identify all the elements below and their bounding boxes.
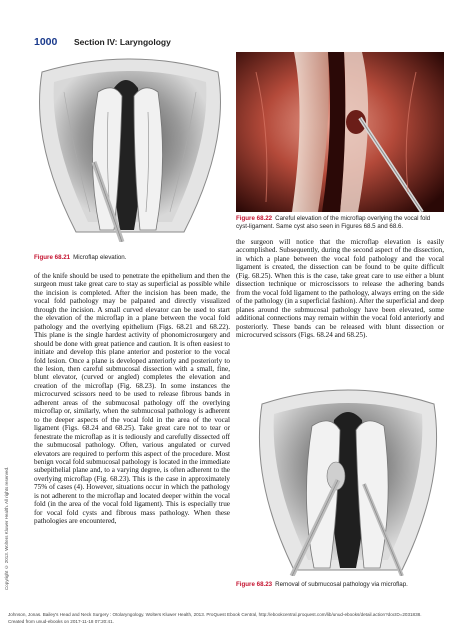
figure-label: Figure 68.22 [236, 215, 273, 222]
figure-label: Figure 68.21 [34, 254, 71, 261]
paragraph: of the knife should be used to penetrate the epithelium and then the surgeon must take great care to stay as superficial as possible while the incision is completed. After the incision has been made, the vocal fold pathology may be palpated and directly visualized through the incision. A small curved elevator can be used to start the elevation of the microflap in a plane between the vocal fold pathology and the overlying epithelium (Figs. 68.21 and 68.22). This plane is the single hardest activity of phonomicrosurgery and should be done with great patience and caution. It is often easiest to initiate and develop this plane anterior and posterior to the vocal fold lesion. Once a plane is developed anteriorly and posteriorly to the lesion, then careful submucosal dissection with a small, fine, blunt elevator, (curved or angled) completes the elevation and creation of the microflap (Fig. 68.23). In some instances the microcurved scissors need to be used to release fibrous bands in adherent areas of the submucosal pathology off the overlying microflap or, similarly, when the submucosal pathology is adherent to the deeper aspects of the vocal fold in the area of the vocal ligament (Figs. 68.24 and 68.25). Take great care not to tear or fenestrate the microflap as it is tediously and carefully dissected off the submucosal pathology. Often, various angulated or curved elevators are required to perform this aspect of the procedure. Most benign vocal fold submucosal pathology is located in the immediate subepithelial plane and, to a varying degree, is often adherent to the overlying microflap (Fig. 68.23). This is the case in approximately 75% of cases (4). However, situations occur in which the pathology is not adherent to the microflap and located deeper within the vocal fold (in the area of the vocal fold ligament). This is especially true for vocal fold cysts and fibrous mass pathology. When these pathologies are encountered, [34, 272, 230, 526]
figure-68-23-image [252, 380, 444, 576]
body-left-column [34, 272, 230, 590]
figure-68-21-caption [34, 254, 234, 262]
caption-text: Careful elevation of the microflap overlying the vocal fold cyst-ligament. Same cyst also seen in Figures 68.5 and 68.6. [236, 215, 431, 230]
figure-68-21-image [34, 52, 226, 242]
figure-68-23-caption [236, 581, 446, 589]
page-number: 1000 [34, 36, 58, 48]
footer-citation: Johnson, Jonas. Bailey's Head and Neck Surgery : Otolaryngology. Wolters Kluwer Health, 2013. ProQuest Ebook Central, http://ebookcentral.proquest.com/lib/unud-ebooks/detail.action?docID=2031838. [8, 612, 422, 617]
figure-label: Figure 68.23 [236, 581, 273, 588]
caption-text: Removal of submucosal pathology via microflap. [275, 581, 408, 588]
caption-text: Microflap elevation. [73, 254, 127, 261]
paragraph: the surgeon will notice that the microflap elevation is easily accomplished. Subsequently, during the second aspect of the dissection, in which a plane between the vocal fold pathology and the vocal ligament is created, the dissection can be found to be quite difficult (Fig. 68.25). When this is the case, take great care to use either a blunt dissection technique or microscissors to release the adhering bands from the vocal fold ligament to the pathology, always erring on the side of the pathology (in a superficial fashion). After the superficial and deep planes around the submucosal pathology have been elevated, some additional connections may remain within the vocal fold anteriorly and posteriorly. These bands can be released with blunt dissection or microcurved scissors (Figs. 68.24 and 68.25). [236, 238, 444, 339]
body-right-column [236, 238, 444, 374]
copyright-sidebar: Copyright © 2013. Wolters Kluwer Health. All rights reserved. [4, 466, 9, 590]
footer-created: Created from unud-ebooks on 2017-11-18 07:20:41. [8, 619, 114, 624]
section-title: Section IV: Laryngology [74, 37, 171, 47]
figure-68-22-image [236, 52, 444, 212]
figure-68-22-caption [236, 215, 444, 231]
